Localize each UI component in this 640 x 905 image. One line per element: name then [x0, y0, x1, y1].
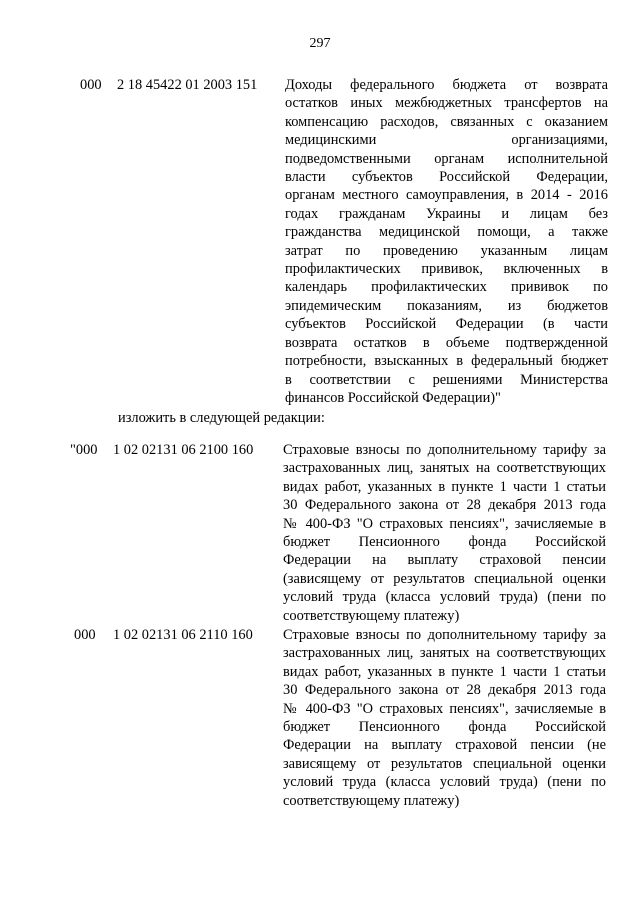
description-line: возврата остатков в объеме подтвержденной: [285, 334, 608, 351]
income-description: [283, 441, 606, 625]
description-line: субъектов Российской Федерации (в части: [285, 316, 608, 333]
description-line: календарь профилактических прививок по: [285, 279, 608, 296]
kbk-code: 1 02 02131 06 2100 160: [113, 442, 254, 458]
description-line: 30 Федерального закона от 28 декабря 2013 года: [283, 497, 606, 514]
description-line: эпидемическим показаниям, из бюджетов: [285, 297, 608, 314]
description-line: компенсацию расходов, связанных с оказанием: [285, 113, 608, 130]
page-number: 297: [309, 36, 331, 51]
description-line: власти субъектов Российской Федерации,: [285, 169, 608, 186]
description-line: № 400-ФЗ "О страховых пенсиях", зачисляемые в: [283, 700, 606, 717]
kbk-code: 1 02 02131 06 2110 160: [113, 627, 253, 643]
description-line: видах работ, указанных в пункте 1 части 1 статьи: [283, 663, 606, 680]
description-line: медицинскими организациями,: [285, 132, 608, 149]
description-line: годах гражданам Украины и лицам без: [285, 205, 608, 222]
intro-text: изложить в следующей редакции:: [118, 410, 325, 426]
description-line: бюджет Пенсионного фонда Российской: [283, 719, 606, 736]
description-line: 30 Федерального закона от 28 декабря 2013 года: [283, 682, 606, 699]
description-line: застрахованных лиц, занятых на соответствующих: [283, 645, 606, 662]
description-line: бюджет Пенсионного фонда Российской: [283, 534, 606, 551]
description-line: потребности, взысканных в федеральный бюджет: [285, 353, 608, 370]
description-line: Страховые взносы по дополнительному тарифу за: [283, 442, 606, 458]
description-line: Страховые взносы по дополнительному тарифу за: [283, 627, 606, 643]
admin-code: "000: [70, 442, 98, 458]
description-line: финансов Российской Федерации)": [285, 389, 501, 406]
description-line: № 400-ФЗ "О страховых пенсиях", зачисляемые в: [283, 515, 606, 532]
description-line: зависящему от результатов специальной оценки: [283, 755, 606, 772]
description-line: Доходы федерального бюджета от возврата: [285, 77, 608, 93]
description-line: условий труда (класса условий труда) (пени по: [283, 589, 606, 606]
description-line: Федерации на выплату страховой пенсии: [283, 552, 606, 569]
description-line: (зависящему от результатов специальной оценки: [283, 570, 606, 587]
description-line: профилактических прививок, включенных в: [285, 261, 608, 278]
admin-code: 000: [74, 627, 96, 643]
description-line: соответствующему платежу): [283, 607, 460, 624]
description-line: Федерации на выплату страховой пенсии (не: [283, 737, 606, 754]
income-description: [285, 76, 608, 407]
description-line: остатков иных межбюджетных трансфертов на: [285, 95, 608, 112]
income-description: [283, 626, 606, 810]
description-line: условий труда (класса условий труда) (пени по: [283, 774, 606, 791]
description-line: соответствующему платежу): [283, 792, 460, 809]
description-line: органам местного самоуправления, в 2014 - 2016: [285, 187, 608, 204]
kbk-code: 2 18 45422 01 2003 151: [117, 77, 258, 93]
description-line: застрахованных лиц, занятых на соответствующих: [283, 460, 606, 477]
description-line: в соответствии с решениями Министерства: [285, 371, 608, 388]
description-line: видах работ, указанных в пункте 1 части 1 статьи: [283, 478, 606, 495]
description-line: подведомственными органам исполнительной: [285, 150, 608, 167]
description-line: затрат по проведению указанным лицам: [285, 242, 608, 259]
description-line: гражданства медицинской помощи, а также: [285, 224, 608, 241]
admin-code: 000: [80, 77, 102, 93]
